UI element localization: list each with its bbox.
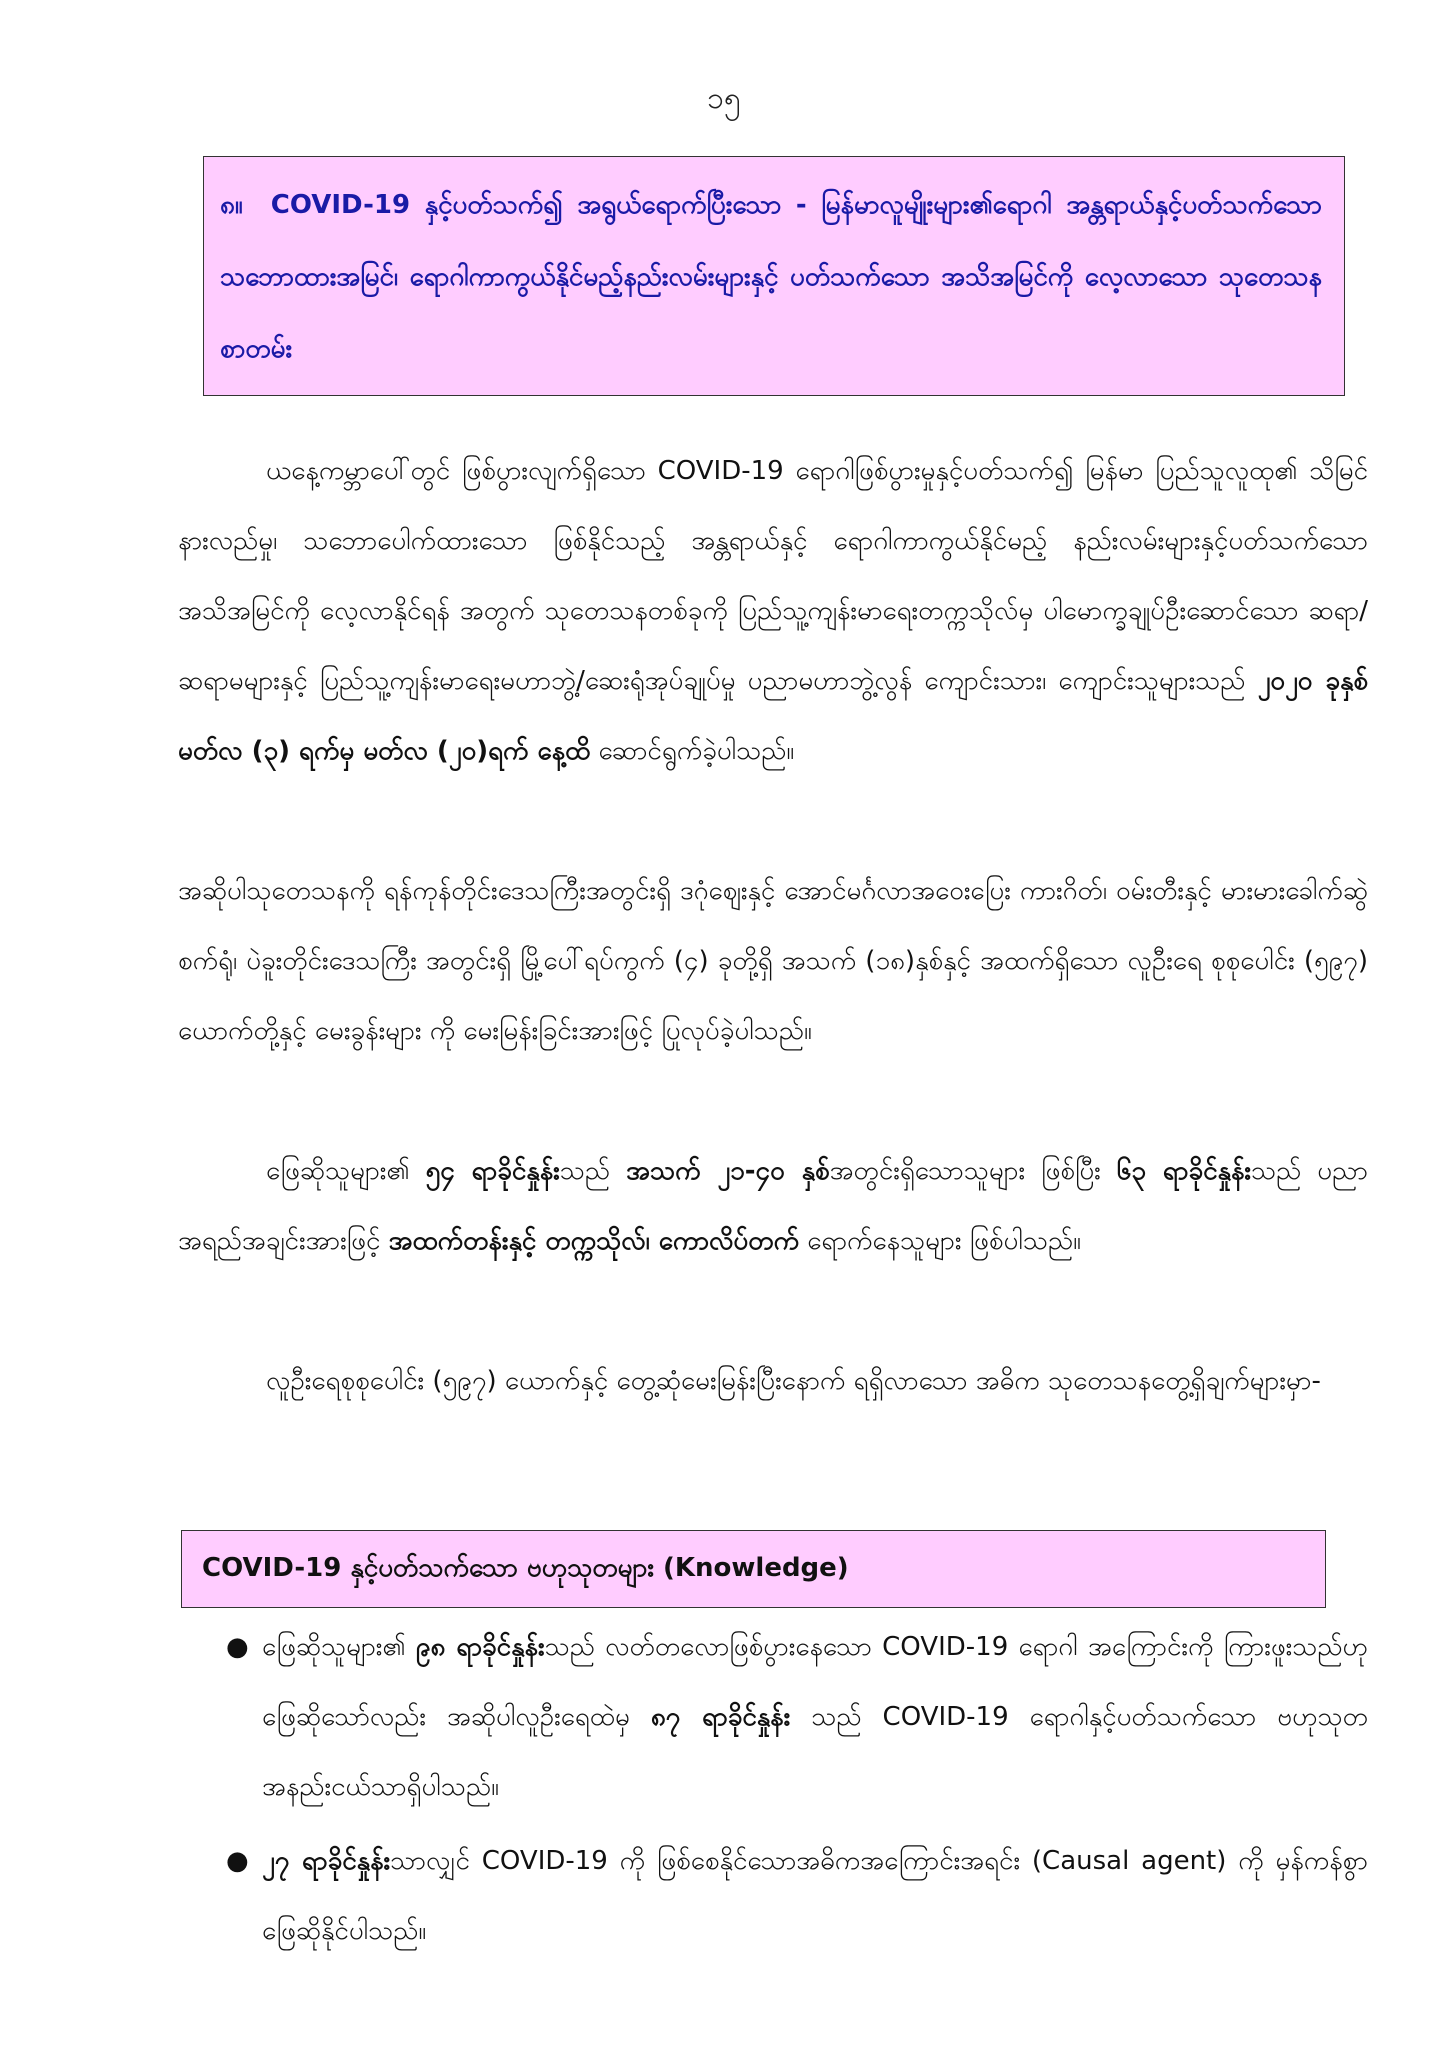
bullet-bold: ၉၈ ရာခိုင်နှုန်း xyxy=(415,1632,545,1662)
list-item xyxy=(218,1612,1368,1822)
respondents-age-range: အသက် ၂၁-၄၀ နှစ် xyxy=(626,1156,830,1186)
intro-date-range: ၂၀၂၀ ခုနှစ် မတ်လ (၃) ရက်မှ မတ်လ (၂၀)ရက် နေ့ထိ xyxy=(178,666,1368,766)
page-number: ၁၅ xyxy=(707,81,741,116)
bullet-text: ဖြေဆိုသူများ၏ xyxy=(262,1632,416,1662)
findings-intro-paragraph: လူဦးရေစုစုပေါင်း (၅၉၇) ယောက်နှင့် တွေ့ဆုံမေးမြန်းပြီးနောက် ရရှိလာသော အဓိက သုတေသနတွေ့ရှိချက်များမှာ- xyxy=(266,1366,1321,1396)
list-item xyxy=(218,1826,1368,1966)
respondents-paragraph xyxy=(178,1136,1368,1276)
respondents-text-3: အတွင်းရှိသောသူများ ဖြစ်ပြီး xyxy=(829,1156,1117,1186)
knowledge-section-title: COVID-19 နှင့်ပတ်သက်သော ဗဟုသုတများ (Knowledge) xyxy=(202,1552,849,1583)
findings-list xyxy=(218,1612,1368,1970)
bullet-icon: ● xyxy=(226,1632,249,1662)
bullet-text: သည် လတ်တလောဖြစ်ပွားနေသော COVID-19 ရောဂါ အကြောင်းကို ကြားဖူးသည်ဟု ဖြေဆိုသော်လည်း အဆိုပါလူဦးရေထဲမှ xyxy=(262,1632,1368,1732)
respondents-text-5: ရောက်နေသူများ ဖြစ်ပါသည်။ xyxy=(799,1226,1082,1256)
section-heading xyxy=(220,169,1322,385)
respondents-text-1: ဖြေဆိုသူများ၏ xyxy=(266,1156,426,1186)
study-location-paragraph: အဆိုပါသုတေသနကို ရန်ကုန်တိုင်းဒေသကြီးအတွင်းရှိ ဒဂုံဈေးနှင့် အောင်မင်္ဂလာအဝေးပြေး ကားဂိတ်၊ ဝမ်းတီးနှင့် မားမားခေါက်ဆွဲစက်ရုံ၊ ပဲခူးတိုင်းဒေသကြီး အတွင်းရှိ မြို့ပေါ်ရပ်ကွက် (၄) ခုတို့ရှိ အသက် (၁၈)နှစ်နှင့် အထက်ရှိသော လူဦးရေ စုစုပေါင်း (၅၉၇) ယောက်တို့နှင့် မေးခွန်းများ ကို မေးမြန်းခြင်းအားဖြင့် ပြုလုပ်ခဲ့ပါသည်။ xyxy=(178,876,1368,1046)
bullet-icon: ● xyxy=(226,1846,249,1876)
intro-text-2: ဆောင်ရွက်ခဲ့ပါသည်။ xyxy=(590,736,795,766)
respondents-education: အထက်တန်းနှင့် တက္ကသိုလ်၊ ကောလိပ်တက် xyxy=(388,1226,800,1256)
section-heading-box xyxy=(203,156,1345,396)
respondents-text-4: သည် ပညာအရည်အချင်းအားဖြင့် xyxy=(178,1156,1368,1256)
bullet-text: သာလျှင် COVID-19 ကို ဖြစ်စေနိုင်သောအဓိကအကြောင်းအရင်း (Causal agent) ကို မှန်ကန်စွာဖြေဆိုနိုင်ပါသည်။ xyxy=(262,1846,1368,1946)
bullet-bold: ၈၇ ရာခိုင်နှုန်း xyxy=(650,1702,791,1732)
bullet-text: သည် COVID-19 ရောဂါနှင့်ပတ်သက်သော ဗဟုသုတအနည်းငယ်သာရှိပါသည်။ xyxy=(262,1702,1368,1802)
section-number: ၈။ xyxy=(220,190,243,220)
respondents-text-2: သည် xyxy=(559,1156,627,1186)
knowledge-section-box xyxy=(181,1530,1326,1608)
respondents-pct-2: ၆၃ ရာခိုင်နှုန်း xyxy=(1116,1156,1252,1186)
section-heading-text: COVID-19 နှင့်ပတ်သက်၍ အရွယ်ရောက်ပြီးသော - မြန်မာလူမျိုးများ၏ရောဂါ အန္တရာယ်နှင့်ပတ်သက်သော သဘောထားအမြင်၊ ရောဂါကာကွယ်နိုင်မည့်နည်းလမ်းများနှင့် ပတ်သက်သော အသိအမြင်ကို လေ့လာသော သုတေသနစာတမ်း xyxy=(220,190,1322,364)
intro-text-1: ယနေ့ကမ္ဘာပေါ်တွင် ဖြစ်ပွားလျက်ရှိသော COVID-19 ရောဂါဖြစ်ပွားမှုနှင့်ပတ်သက်၍ မြန်မာ ပြည်သူလူထု၏ သိမြင်နားလည်မှု၊ သဘောပေါက်ထားသော ဖြစ်နိုင်သည့် အန္တရာယ်နှင့် ရောဂါကာကွယ်နိုင်မည့် နည်းလမ်းများနှင့်ပတ်သက်သော အသိအမြင်ကို လေ့လာနိုင်ရန် အတွက် သုတေသနတစ်ခုကို ပြည်သူ့ကျန်းမာရေးတက္ကသိုလ်မှ ပါမောက္ခချုပ်ဦးဆောင်သော ဆရာ/ ဆရာမများနှင့် ပြည်သူ့ကျန်းမာရေးမဟာဘွဲ့/ဆေးရုံအုပ်ချုပ်မှု ပညာမဟာဘွဲ့လွန် ကျောင်းသား၊ ကျောင်းသူများသည် xyxy=(178,456,1368,696)
respondents-pct-1: ၅၄ ရာခိုင်နှုန်း xyxy=(425,1156,560,1186)
intro-paragraph xyxy=(178,436,1368,786)
bullet-bold: ၂၇ ရာခိုင်နှုန်း xyxy=(262,1846,391,1876)
